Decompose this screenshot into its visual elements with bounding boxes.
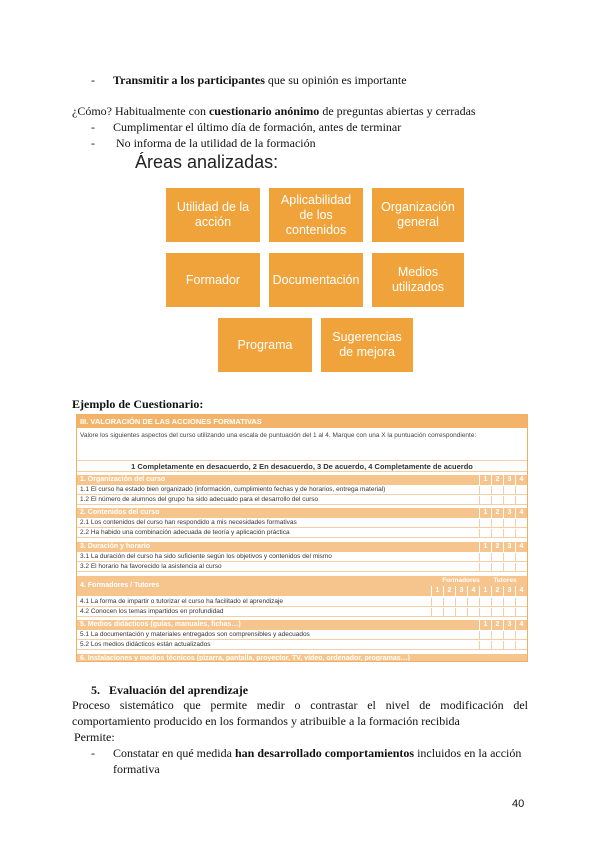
- q-header: III. VALORACIÓN DE LAS ACCIONES FORMATIVAS: [77, 415, 527, 428]
- section5-bullet-line2: formativa: [113, 762, 160, 776]
- q-item-3-2: 3.2 El horario ha favorecido la asistencia al curso: [77, 563, 527, 572]
- q-section-6: 6. Instalaciones y medios técnicos (pizarra, pantalla, proyector, TV, vídeo, ordenador, programas…): [77, 654, 527, 662]
- q-section-4: 4. Formadores / Tutores Formadores Tutores 1 2 3 4 1 2 3 4: [77, 576, 527, 596]
- q-section-3: 3. Duración y horario 1 2 3 4: [77, 542, 527, 552]
- section5-para-line2: comportamiento producido en los formandos y atribuible a la formación recibida: [72, 714, 460, 728]
- area-sugerencias: Sugerencias de mejora: [321, 318, 413, 372]
- bullet-no-informa: - No informa de la utilidad de la formación: [91, 136, 316, 150]
- q-item-5-2: 5.2 Los medios didácticos están actualizados: [77, 641, 527, 650]
- section5-permite: Permite:: [74, 730, 115, 744]
- area-programa: Programa: [218, 318, 312, 372]
- area-organizacion: Organización general: [372, 188, 464, 242]
- q-item-1-2: 1.2 El número de alumnos del grupo ha sido adecuado para el desarrollo del curso: [77, 496, 527, 505]
- bullet-transmitir: - Transmitir a los participantes que su opinión es importante: [91, 73, 407, 87]
- area-documentacion: Documentación: [269, 253, 363, 307]
- q-formadores-label: Formadores: [442, 577, 480, 584]
- q-item-4-2: 4.2 Conocen los temas impartidos en profundidad: [77, 608, 527, 617]
- q-item-2-1: 2.1 Los contenidos del curso han respondido a mis necesidades formativas: [77, 519, 527, 528]
- q-scale: 1 Completamente en desacuerdo, 2 En desacuerdo, 3 De acuerdo, 4 Completamente de acuerdo: [77, 460, 527, 472]
- bullet-cumplimentar: - Cumplimentar el último día de formación, antes de terminar: [91, 120, 402, 134]
- questionnaire-image: [76, 414, 528, 662]
- areas-title: Áreas analizadas:: [135, 152, 279, 172]
- q-item-4-1: 4.1 La forma de impartir o tutorizar el curso ha facilitado el aprendizaje: [77, 598, 527, 607]
- area-formador: Formador: [166, 253, 260, 307]
- page-number: 40: [512, 798, 525, 810]
- area-medios: Medios utilizados: [372, 253, 464, 307]
- section5-para-line1: Proceso sistemático que permite medir o contrastar el nivel de modificación del: [72, 698, 528, 712]
- area-utilidad: Utilidad de la acción: [166, 188, 260, 242]
- q-section-5: 5. Medios didácticos (guías, manuales, fichas…) 1 2 3 4: [77, 620, 527, 630]
- q-instructions: Valore los siguientes aspectos del curso utilizando una escala de puntuación del 1 al 4. Marque con una X la puntuación correspondiente:: [80, 432, 477, 439]
- section5-heading: 5. Evaluación del aprendizaje: [91, 683, 249, 697]
- area-aplicabilidad: Aplicabilidad de los contenidos: [269, 188, 363, 242]
- q-item-2-2: 2.2 Ha habido una combinación adecuada de teoría y aplicación práctica: [77, 529, 527, 538]
- section5-bullet: - Constatar en qué medida han desarrollado comportamientos incluidos en la acción: [91, 746, 522, 760]
- example-title: Ejemplo de Cuestionario:: [72, 397, 204, 411]
- q-section-1: 1. Organización del curso 1 2 3 4: [77, 475, 527, 485]
- q-item-3-1: 3.1 La duración del curso ha sido suficiente según los objetivos y contenidos del mismo: [77, 553, 527, 562]
- q-tutores-label: Tutores: [493, 577, 517, 584]
- como-line: ¿Cómo? Habitualmente con cuestionario anónimo de preguntas abiertas y cerradas: [72, 104, 476, 118]
- q-section-2: 2. Contenidos del curso 1 2 3 4: [77, 508, 527, 518]
- q-item-1-1: 1.1 El curso ha estado bien organizado (información, cumplimiento fechas y de horarios, entrega material): [77, 486, 527, 495]
- q-item-5-1: 5.1 La documentación y materiales entregados son comprensibles y adecuados: [77, 631, 527, 640]
